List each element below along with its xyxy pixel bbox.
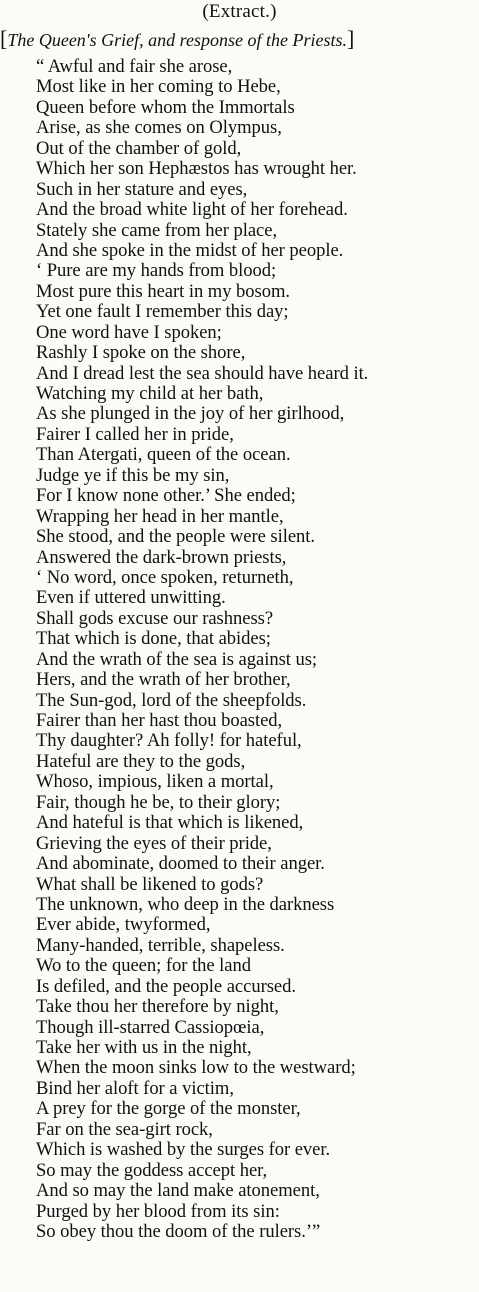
poem-line: Most like in her coming to Hebe, (36, 76, 281, 98)
poem-line: When the moon sinks low to the westward; (36, 1057, 356, 1079)
poem-line: Rashly I spoke on the shore, (36, 342, 246, 364)
poem-line: “ Awful and fair she arose, (36, 56, 233, 77)
extract-heading: (Extract.) (202, 1, 277, 22)
poem-line: The Sun-god, lord of the sheepfolds. (36, 689, 307, 711)
poem-line: As she plunged in the joy of her girlhood, (36, 403, 345, 425)
poem-line: Most pure this heart in my bosom. (36, 280, 290, 302)
poem-line: So obey thou the doom of the rulers.’” (36, 1220, 321, 1242)
poem-line: Hers, and the wrath of her brother, (36, 669, 291, 691)
subheading-text: The Queen's Grief, and response of the Priests. (7, 30, 347, 50)
poem-line: Grieving the eyes of their pride, (36, 832, 272, 854)
poem-line: Such in her stature and eyes, (36, 178, 248, 200)
poem-line: Watching my child at her bath, (36, 383, 264, 404)
poem-line: Thy daughter? Ah folly! for hateful, (36, 730, 302, 752)
poem-line: The unknown, who deep in the darkness (36, 893, 335, 915)
poem-line: Far on the sea-girt rock, (36, 1118, 213, 1140)
poem-line: Hateful are they to the gods, (36, 750, 246, 772)
poem-line: Which her son Hephæstos has wrought her. (36, 158, 357, 180)
poem-line: ‘ Pure are my hands from blood; (36, 260, 277, 282)
poem-line: Arise, as she comes on Olympus, (36, 117, 282, 139)
poem-line: Stately she came from her place, (36, 219, 278, 241)
poem-line: A prey for the gorge of the monster, (36, 1098, 301, 1120)
poem-line: Than Atergati, queen of the ocean. (36, 444, 291, 466)
poem-line: One word have I spoken; (36, 321, 222, 343)
section-subheading (0, 28, 479, 51)
poem-line: Many-handed, terrible, shapeless. (36, 934, 285, 956)
poem-line: For I know none other.’ She ended; (36, 485, 296, 507)
poem-line: Wo to the queen; for the land (36, 955, 251, 977)
poem-line: Fairer I called her in pride, (36, 423, 234, 445)
poem-line: That which is done, that abides; (36, 628, 271, 650)
poem-line: Judge ye if this be my sin, (36, 464, 230, 486)
poem-line: Answered the dark-brown priests, (36, 546, 287, 568)
poem-line: Bind her aloft for a victim, (36, 1077, 234, 1099)
poem-line: ‘ No word, once spoken, returneth, (36, 566, 294, 588)
poem-line: And abominate, doomed to their anger. (36, 853, 325, 875)
poem-line: Out of the chamber of gold, (36, 137, 242, 159)
close-bracket: ] (346, 26, 355, 51)
poem-line: And hateful is that which is likened, (36, 812, 304, 834)
poem-line: Take her with us in the night, (36, 1037, 252, 1058)
poem-line: What shall be likened to gods? (36, 873, 264, 895)
poem-line: Take thou her therefore by night, (36, 996, 279, 1018)
poem-line: Queen before whom the Immortals (36, 96, 295, 118)
poem-line: She stood, and the people were silent. (36, 526, 316, 548)
poem-line: Shall gods excuse our rashness? (36, 607, 274, 629)
poem-line: Purged by her blood from its sin: (36, 1200, 280, 1222)
poem-line: And she spoke in the midst of her people. (36, 239, 344, 261)
poem-line: And the broad white light of her forehead. (36, 199, 348, 221)
poem-line: Is defiled, and the people accursed. (36, 975, 296, 997)
poem-line: Yet one fault I remember this day; (36, 301, 289, 323)
poem-line: Whoso, impious, liken a mortal, (36, 771, 274, 793)
poem-line: Though ill-starred Cassiopœia, (36, 1016, 265, 1038)
poem-line: Wrapping her head in her mantle, (36, 505, 284, 527)
open-bracket: [ (0, 26, 8, 51)
poem-line: So may the goddess accept her, (36, 1159, 268, 1181)
poem-text (36, 57, 476, 1242)
poem-line: Which is washed by the surges for ever. (36, 1139, 331, 1161)
poem-line: Even if uttered unwitting. (36, 587, 226, 609)
poem-line: And I dread lest the sea should have heard it. (36, 362, 369, 384)
poem-line: Fair, though he be, to their glory; (36, 791, 281, 813)
poem-line: Ever abide, twyformed, (36, 914, 211, 936)
poem-line: And so may the land make atonement, (36, 1180, 320, 1202)
poem-line: And the wrath of the sea is against us; (36, 648, 318, 670)
poem-line: Fairer than her hast thou boasted, (36, 710, 283, 731)
